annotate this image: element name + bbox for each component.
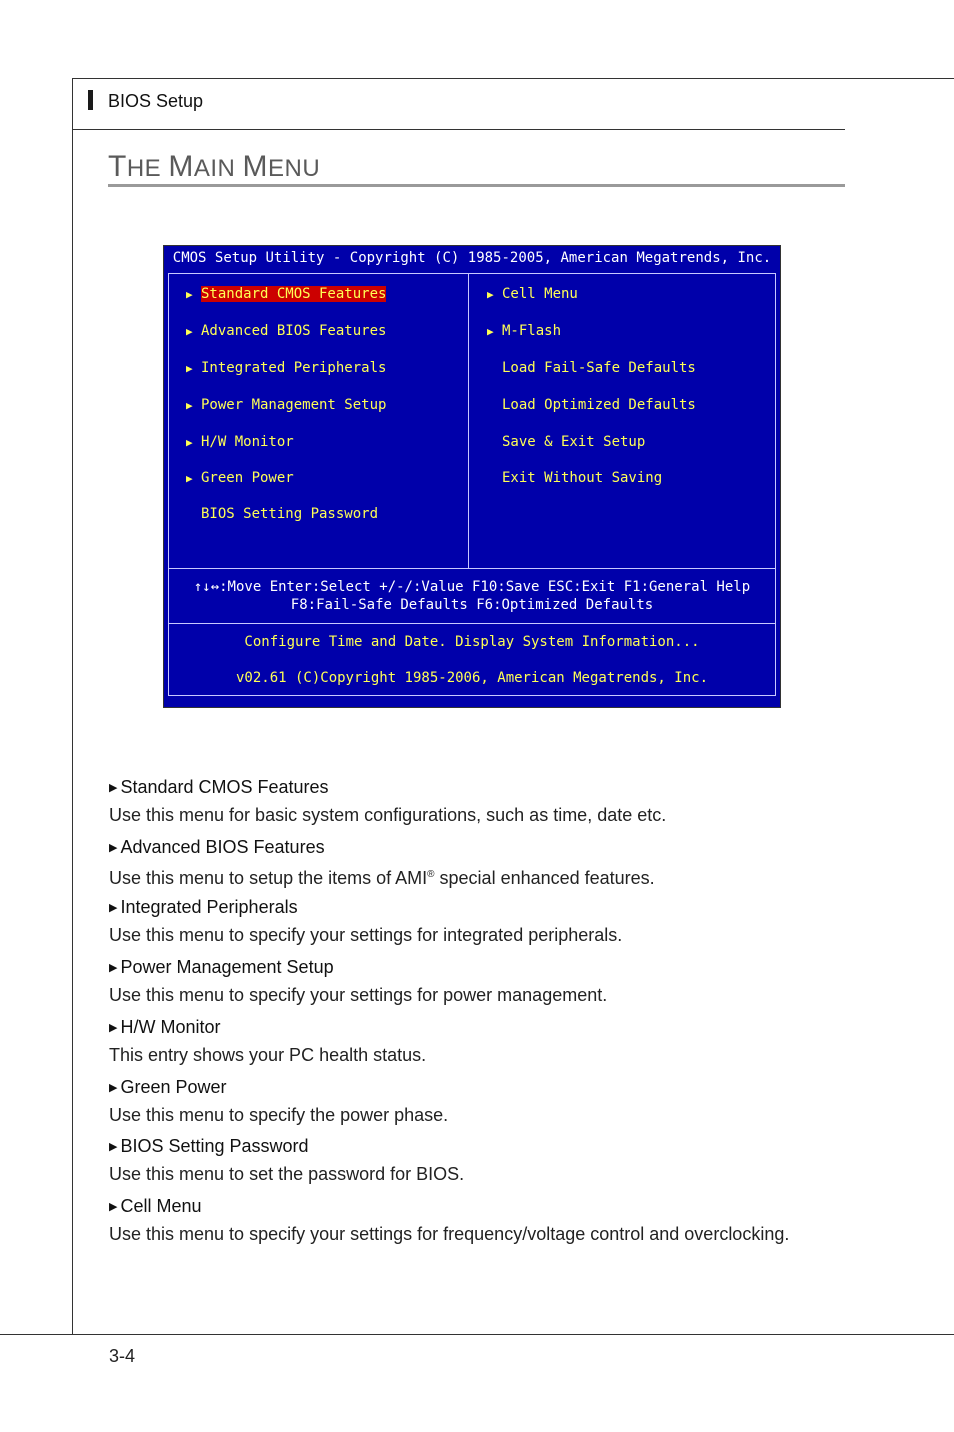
bios-frame-top (168, 273, 776, 274)
desc-heading-text: Advanced BIOS Features (120, 837, 325, 857)
bios-title: CMOS Setup Utility - Copyright (C) 1985-2005, American Megatrends, Inc. (172, 250, 772, 266)
bios-frame-bottom (168, 695, 776, 696)
desc-text: This entry shows your PC health status. (109, 1045, 427, 1065)
bios-item-label: Cell Menu (502, 286, 578, 302)
bullet-arrow-icon: ▶ (109, 1141, 118, 1153)
desc-heading (109, 1076, 869, 1099)
bullet-arrow-icon: ▶ (109, 1022, 118, 1034)
submenu-arrow-icon: ▶ (186, 362, 193, 375)
bios-item-label: Load Optimized Defaults (502, 397, 696, 413)
desc-bios-setting-password (109, 1135, 869, 1185)
bios-help-line-1: ↑↓↔:Move Enter:Select +/-/:Value F10:Save ESC:Exit F1:General Help (193, 579, 751, 595)
bios-item-hw-monitor[interactable] (186, 433, 294, 452)
bios-item-label: Save & Exit Setup (502, 434, 646, 450)
bullet-arrow-icon: ▶ (109, 902, 118, 914)
submenu-arrow-icon: ▶ (186, 325, 193, 338)
title-cap-3: M (242, 150, 269, 183)
desc-text-before: Use this menu to setup the items of AMI (109, 868, 428, 888)
page-title (108, 150, 320, 184)
bios-item-label: BIOS Setting Password (201, 506, 379, 522)
desc-text-after: special enhanced features. (434, 868, 655, 888)
section-header: BIOS Setup (108, 91, 204, 111)
bios-item-power-management-setup[interactable] (186, 396, 386, 415)
bios-item-save-exit-setup[interactable] (487, 433, 645, 451)
desc-heading-text: Power Management Setup (120, 957, 334, 977)
bios-frame-right (775, 273, 776, 696)
desc-text: Use this menu to specify your settings for power management. (109, 985, 608, 1005)
desc-text: Use this menu for basic system configurations, such as time, date etc. (109, 805, 667, 825)
submenu-arrow-icon: ▶ (186, 472, 193, 485)
bios-item-label: Load Fail-Safe Defaults (502, 360, 696, 376)
desc-text: Use this menu to specify your settings for frequency/voltage control and overclocking. (109, 1224, 790, 1244)
bios-item-integrated-peripherals[interactable] (186, 359, 386, 378)
bullet-arrow-icon: ▶ (109, 1201, 118, 1213)
desc-heading-text: Cell Menu (120, 1196, 202, 1216)
desc-text: Use this menu to specify the power phase. (109, 1105, 449, 1125)
bullet-arrow-icon: ▶ (109, 782, 118, 794)
desc-heading-text: H/W Monitor (120, 1017, 221, 1037)
desc-heading (109, 1135, 869, 1158)
bios-column-divider (468, 273, 469, 569)
bios-screenshot (163, 245, 781, 708)
title-rest-1: HE (126, 155, 162, 182)
bios-item-load-optimized-defaults[interactable] (487, 396, 696, 414)
section-marker-bar (88, 90, 93, 110)
title-cap-2: M (168, 150, 194, 183)
bios-frame-left (168, 273, 169, 696)
bios-item-cell-menu[interactable] (487, 285, 578, 304)
desc-heading (109, 836, 869, 859)
desc-heading-text: Integrated Peripherals (120, 897, 298, 917)
desc-heading-text: Green Power (120, 1077, 227, 1097)
page-frame-top-line (72, 78, 954, 79)
submenu-arrow-icon: ▶ (186, 399, 193, 412)
bullet-arrow-icon: ▶ (109, 842, 118, 854)
bullet-arrow-icon: ▶ (109, 962, 118, 974)
title-rest-3: ENU (268, 155, 321, 182)
submenu-arrow-icon: ▶ (487, 288, 494, 301)
bios-item-label: M-Flash (502, 323, 562, 339)
bios-item-label: Advanced BIOS Features (201, 323, 387, 339)
desc-heading (109, 1195, 869, 1218)
bios-item-label: H/W Monitor (201, 434, 294, 450)
bios-item-label: Power Management Setup (201, 397, 387, 413)
desc-text (109, 864, 869, 889)
bios-help-line-2: F8:Fail-Safe Defaults F6:Optimized Defaults (290, 597, 654, 613)
desc-heading (109, 896, 869, 919)
title-cap-1: T (108, 150, 127, 183)
bios-item-exit-without-saving[interactable] (487, 469, 662, 487)
desc-integrated-peripherals (109, 896, 869, 946)
bios-item-m-flash[interactable] (487, 322, 561, 341)
bios-item-green-power[interactable] (186, 469, 294, 488)
bios-item-advanced-bios-features[interactable] (186, 322, 386, 341)
submenu-arrow-icon: ▶ (186, 436, 193, 449)
bios-status-line: Configure Time and Date. Display System Information... (244, 634, 700, 650)
bios-help-divider (168, 568, 776, 569)
submenu-arrow-icon: ▶ (186, 288, 193, 301)
page-frame-bottom-line (0, 1334, 954, 1335)
desc-advanced-bios-features (109, 836, 869, 889)
bios-item-label: Green Power (201, 470, 294, 486)
bullet-arrow-icon: ▶ (109, 1082, 118, 1094)
desc-heading-text: Standard CMOS Features (120, 777, 329, 797)
desc-heading (109, 956, 869, 979)
desc-heading (109, 1016, 869, 1039)
bios-status-divider (168, 623, 776, 624)
submenu-arrow-icon: ▶ (487, 325, 494, 338)
bios-item-standard-cmos-features[interactable] (186, 285, 386, 304)
registered-mark: ® (427, 869, 435, 880)
bios-item-label: Integrated Peripherals (201, 360, 387, 376)
desc-heading (109, 776, 869, 799)
desc-power-management-setup (109, 956, 869, 1006)
desc-text: Use this menu to set the password for BIOS. (109, 1164, 465, 1184)
desc-cell-menu (109, 1195, 869, 1245)
title-rule (108, 184, 845, 187)
desc-hw-monitor (109, 1016, 869, 1066)
desc-text: Use this menu to specify your settings for integrated peripherals. (109, 925, 623, 945)
page-number: 3-4 (109, 1346, 136, 1366)
title-rest-2: AIN (193, 155, 236, 182)
header-rule (72, 129, 845, 130)
bios-item-bios-setting-password[interactable] (186, 505, 378, 523)
page-frame-left-line (72, 78, 73, 1335)
bios-item-label: Exit Without Saving (502, 470, 663, 486)
desc-heading-text: BIOS Setting Password (120, 1136, 309, 1156)
bios-item-label: Standard CMOS Features (201, 286, 387, 302)
bios-version-line: v02.61 (C)Copyright 1985-2006, American Megatrends, Inc. (235, 670, 708, 686)
bios-item-load-fail-safe-defaults[interactable] (487, 359, 696, 377)
desc-green-power (109, 1076, 869, 1126)
desc-standard-cmos-features (109, 776, 869, 826)
